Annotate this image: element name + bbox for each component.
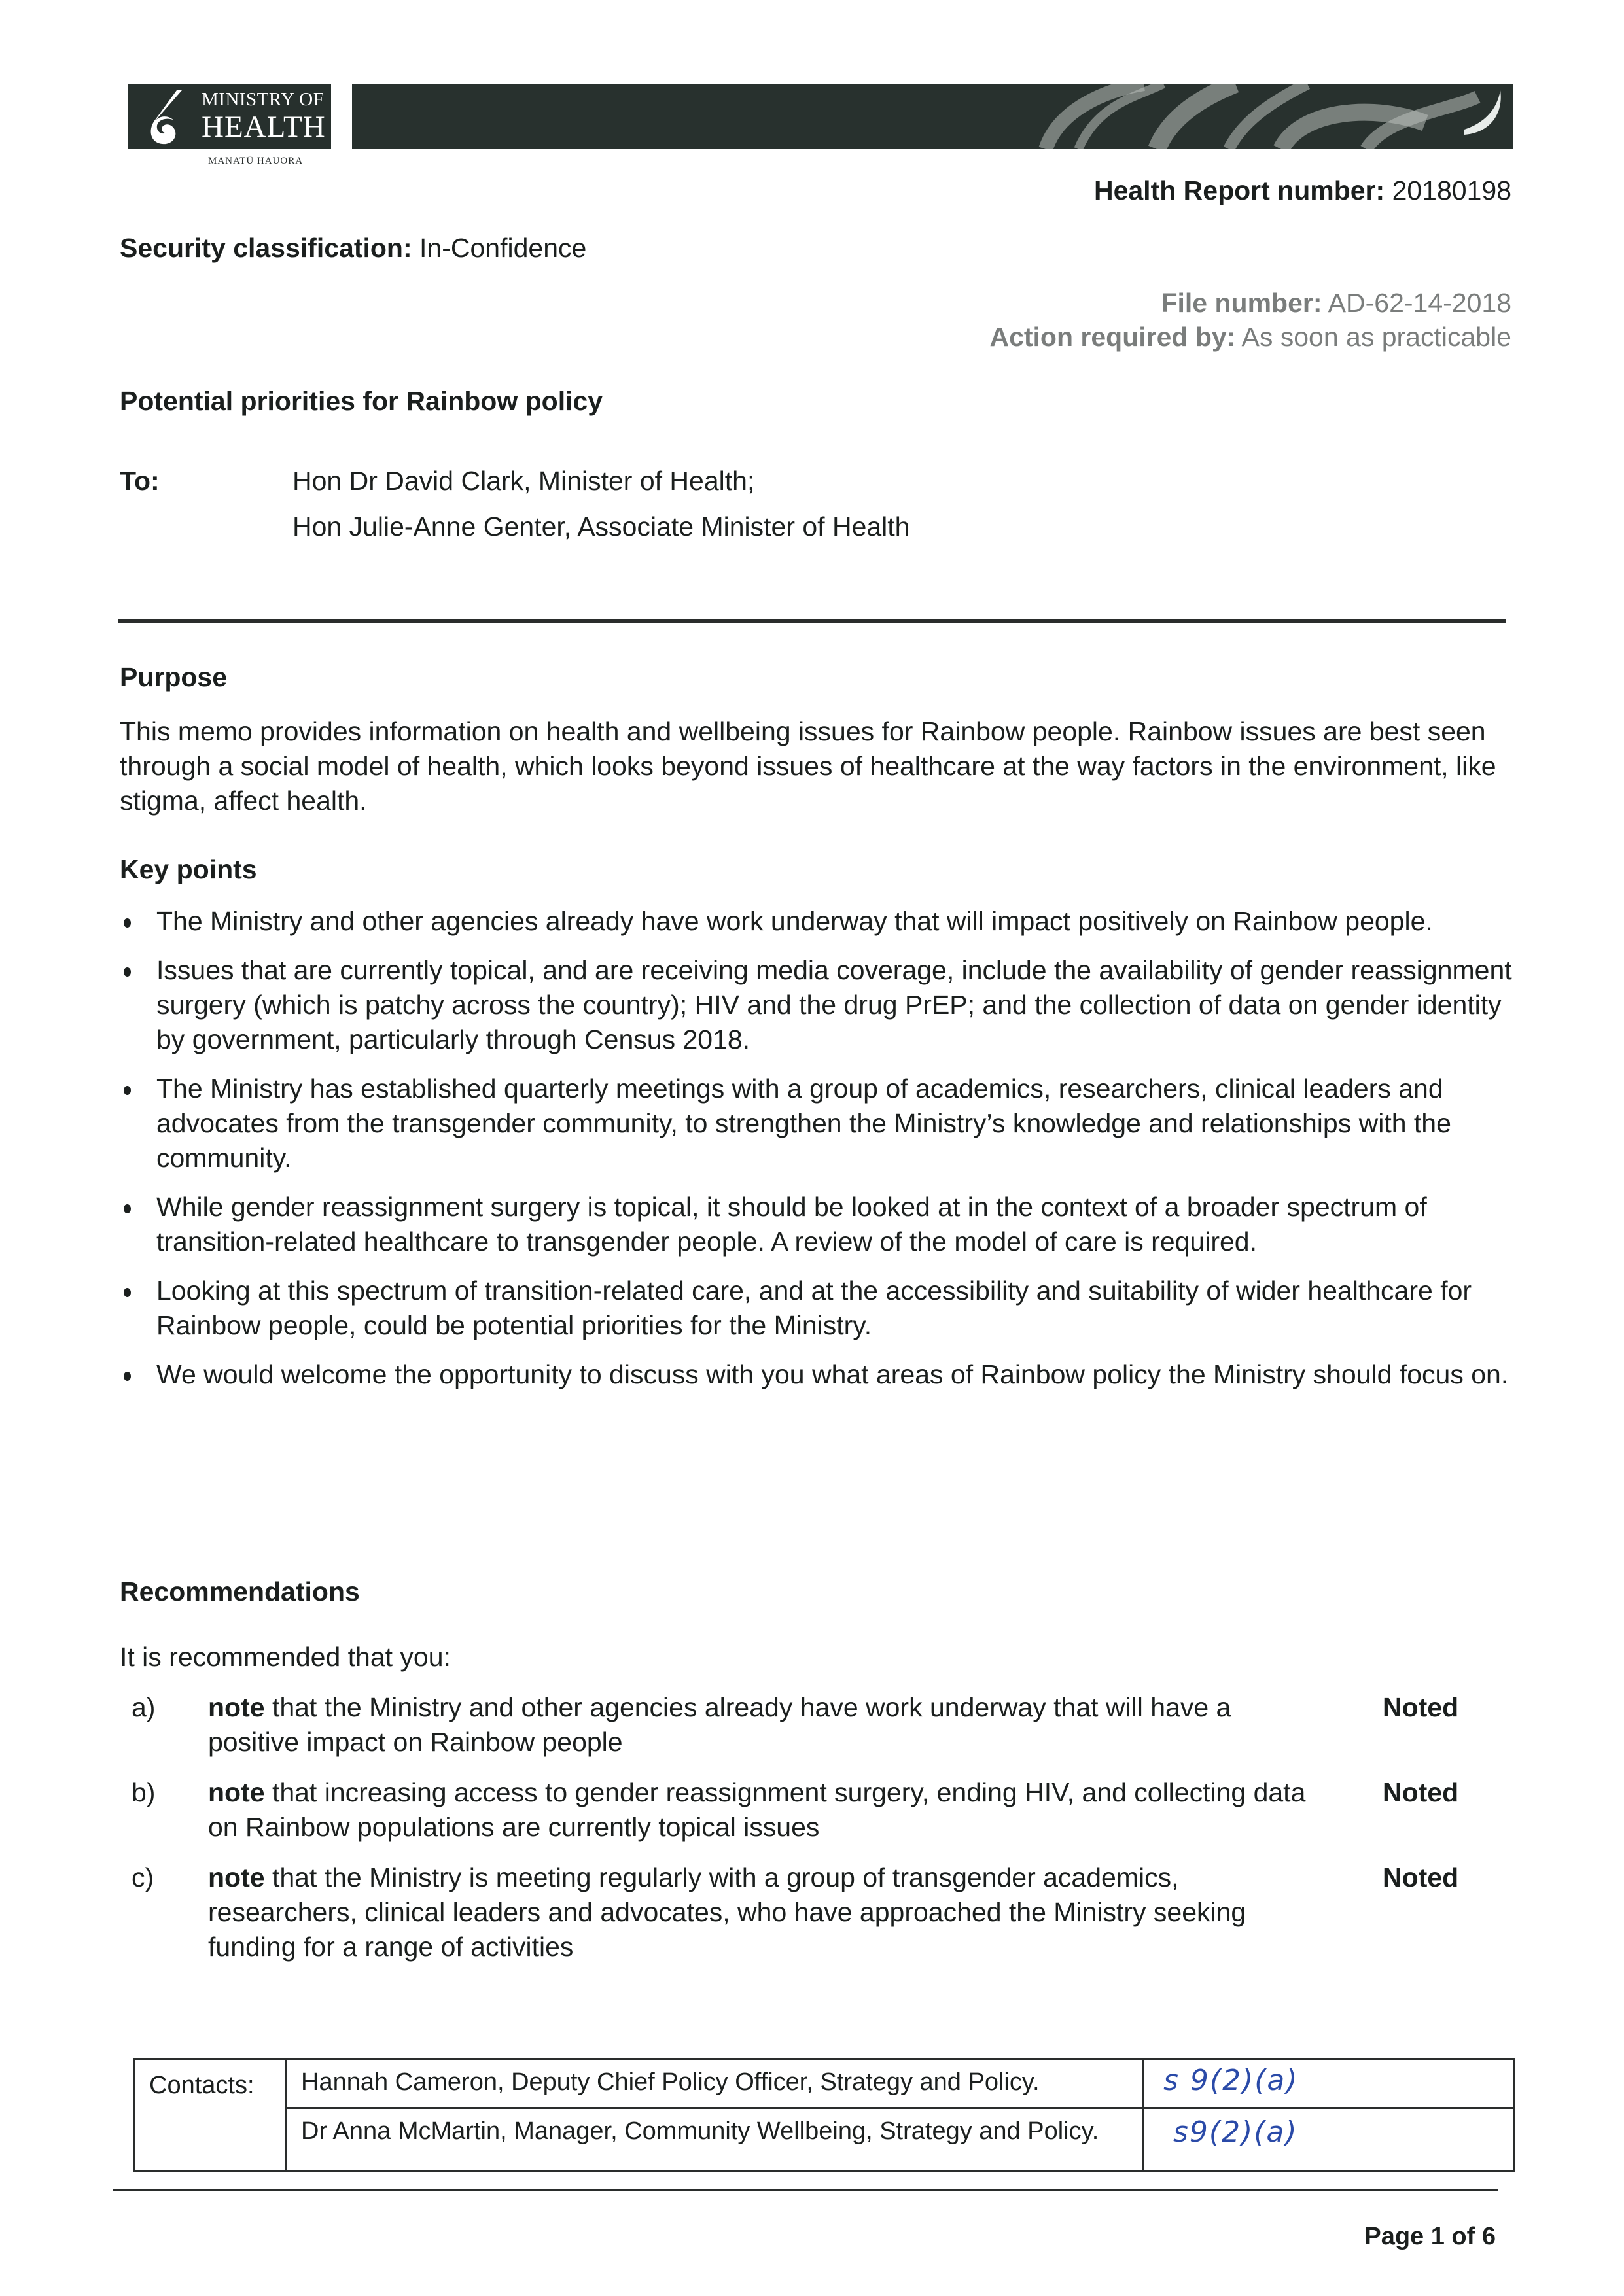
logo-line2: HEALTH: [202, 110, 326, 144]
redaction-note: s 9(2)(a): [1163, 2064, 1299, 2097]
contacts-label: Contacts:: [135, 2060, 287, 2170]
list-item: We would welcome the opportunity to discuss with you what areas of Rainbow policy the Ministry should focus on.: [120, 1357, 1513, 1392]
recipient: Hon Dr David Clark, Minister of Health;: [292, 466, 755, 496]
security-label: Security classification:: [120, 233, 412, 263]
bullet-icon: [124, 967, 131, 977]
bullet-icon: [124, 1204, 131, 1213]
contacts-table: [133, 2058, 1515, 2172]
item-letter: b): [132, 1777, 156, 1807]
koru-pattern-icon: [352, 84, 1513, 149]
item-text: note that the Ministry and other agencies already have work underway that will have a positive impact on Rainbow people: [208, 1692, 1231, 1757]
item-letter: a): [132, 1692, 156, 1722]
logo-line1: MINISTRY OF: [202, 89, 325, 110]
bullet-icon: [124, 1372, 131, 1381]
bullet-icon: [124, 918, 131, 928]
noted-status: Noted: [1383, 1862, 1459, 1892]
list-item: Issues that are currently topical, and are receiving media coverage, include the availability of gender reassignment surgery (which is patchy across the country); HIV and the drug PrEP; and the collection of data on gender identity by government, particularly through Census 2018.: [120, 953, 1513, 1057]
purpose-heading: Purpose: [120, 662, 228, 692]
action-label: Action required by:: [989, 322, 1236, 352]
table-row: [287, 2109, 1515, 2170]
page-number: Page 1 of 6: [1364, 2223, 1496, 2250]
list-item: The Ministry has established quarterly meetings with a group of academics, researchers, clinical leaders and advocates from the transgender community, to strengthen the Ministry’s knowledge and relationships with the community.: [120, 1071, 1513, 1175]
table-row: [287, 2060, 1515, 2109]
security-classification: [120, 233, 586, 264]
item-text: note that the Ministry is meeting regularly with a group of transgender academics, researchers, clinical leaders and advocates, who have approached the Ministry seeking funding for a range of activities: [208, 1862, 1246, 1962]
item-letter: c): [132, 1862, 154, 1892]
file-value: AD-62-14-2018: [1328, 288, 1511, 318]
item-text: note that increasing access to gender reassignment surgery, ending HIV, and collecting data on Rainbow populations are currently topical issues: [208, 1777, 1306, 1842]
koru-icon: [136, 88, 194, 147]
file-label: File number:: [1161, 288, 1322, 318]
noted-status: Noted: [1383, 1692, 1459, 1722]
contact-name: Dr Anna McMartin, Manager, Community Wellbeing, Strategy and Policy.: [287, 2109, 1144, 2170]
action-value: As soon as practicable: [1241, 322, 1511, 352]
list-item: Looking at this spectrum of transition-related care, and at the accessibility and suitability of wider healthcare for Rainbow people, could be potential priorities for the Ministry.: [120, 1274, 1513, 1343]
list-item: While gender reassignment surgery is topical, it should be looked at in the context of a broader spectrum of transition-related healthcare to transgender people. A review of the model of care is required.: [120, 1190, 1513, 1259]
document-title: Potential priorities for Rainbow policy: [120, 386, 603, 416]
bullet-icon: [124, 1288, 131, 1297]
report-value: 20180198: [1392, 175, 1511, 205]
recommendations-intro: It is recommended that you:: [120, 1642, 451, 1672]
logo-wordmark: [202, 90, 326, 143]
security-value: In-Confidence: [419, 233, 587, 263]
file-number: [1161, 288, 1511, 319]
report-label: Health Report number:: [1093, 175, 1385, 205]
header-banner: [352, 84, 1513, 149]
health-report-number: [1094, 175, 1511, 206]
list-item: The Ministry and other agencies already have work underway that will impact positively on Rainbow people.: [120, 904, 1513, 939]
bullet-icon: [124, 1086, 131, 1095]
ministry-logo: [128, 84, 331, 149]
logo-subtitle: MANATŪ HAUORA: [208, 156, 304, 166]
recipient: Hon Julie-Anne Genter, Associate Minister of Health: [292, 512, 910, 542]
action-required-by: [989, 322, 1511, 353]
recommendations-heading: Recommendations: [120, 1576, 360, 1607]
noted-status: Noted: [1383, 1777, 1459, 1807]
contact-name: Hannah Cameron, Deputy Chief Policy Officer, Strategy and Policy.: [287, 2060, 1144, 2107]
footer-divider: [113, 2189, 1498, 2191]
redaction-note: s9(2)(a): [1173, 2115, 1298, 2149]
purpose-text: This memo provides information on health and wellbeing issues for Rainbow people. Rainbow issues are best seen through a social model of health, which looks beyond issues of healthcare at the way factors in the environment, like stigma, affect health.: [120, 716, 1496, 816]
to-label: To:: [120, 466, 160, 496]
key-points-heading: Key points: [120, 854, 257, 884]
header-divider: [118, 619, 1506, 623]
key-points-list: [120, 904, 1513, 1406]
